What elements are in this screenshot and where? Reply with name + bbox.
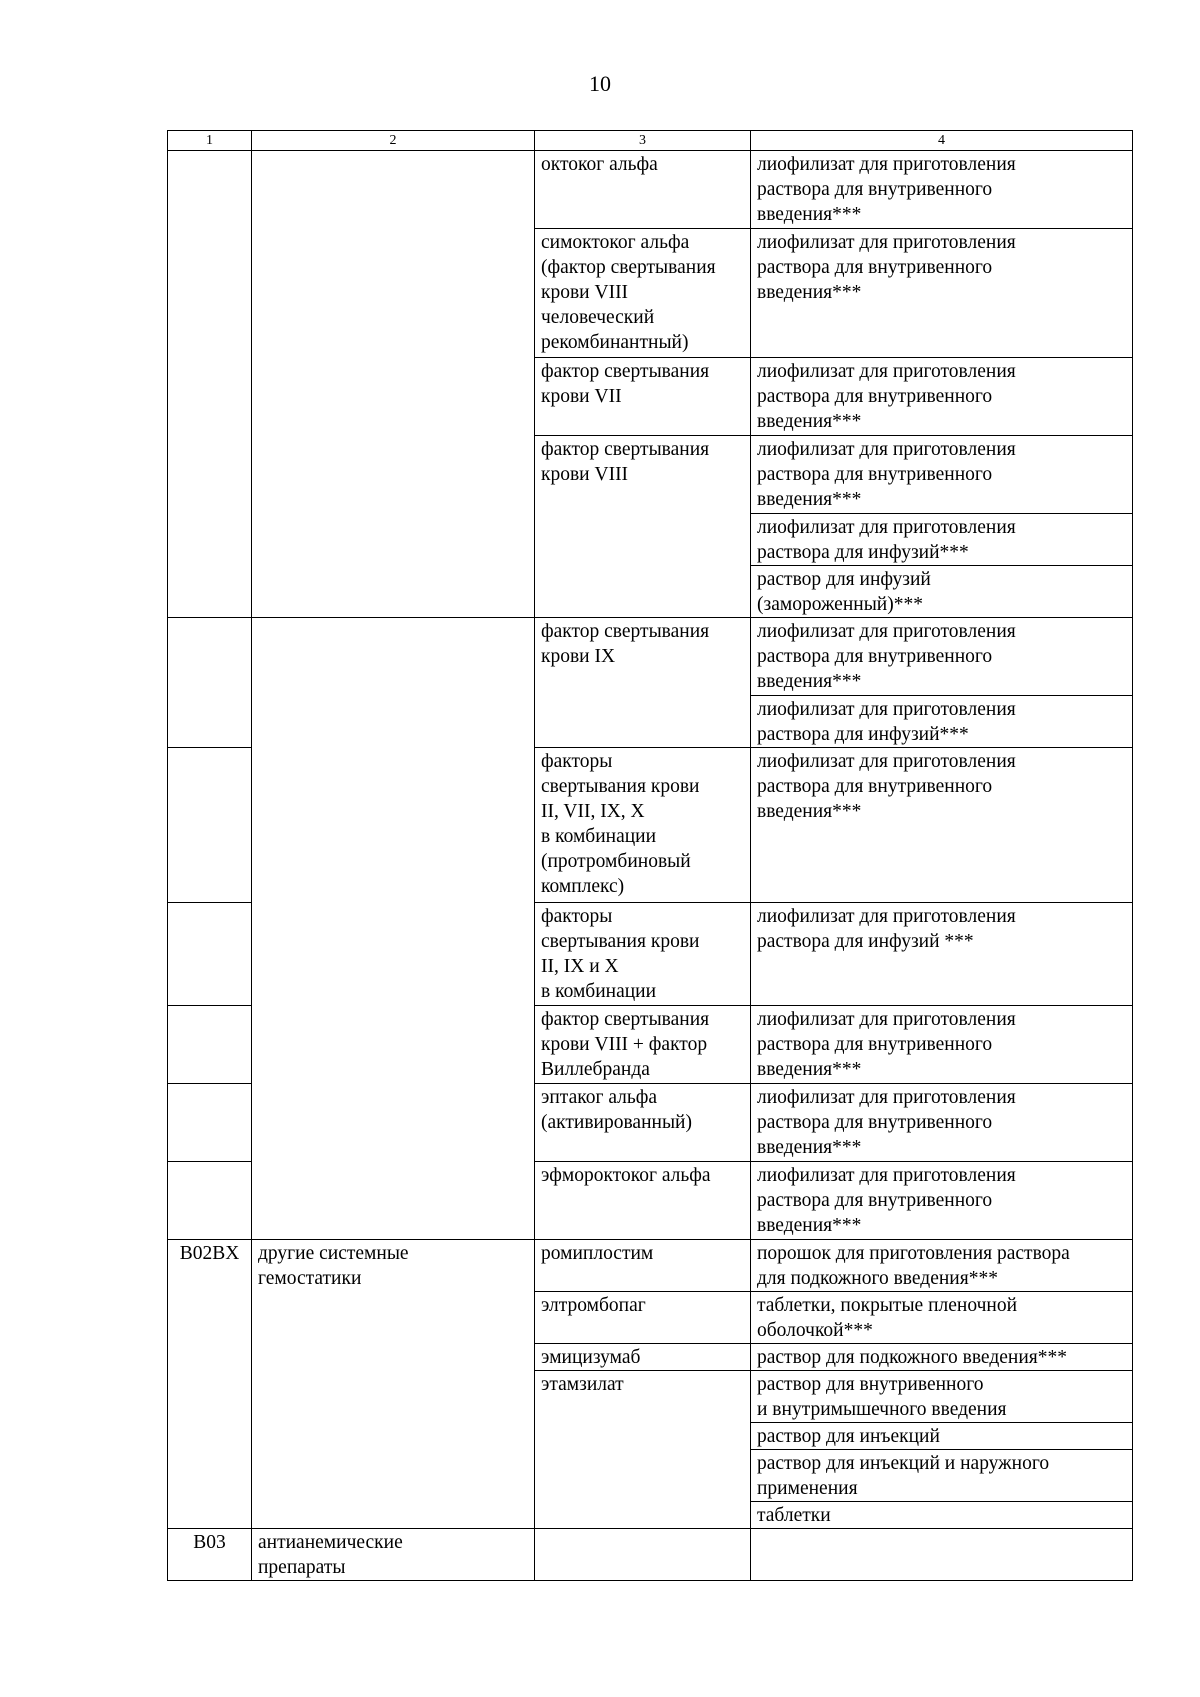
- dosage-form-cell: [751, 1529, 1133, 1581]
- dosage-form-cell: раствор для подкожного введения***: [751, 1344, 1133, 1371]
- dosage-form-cell: лиофилизат для приготовления раствора для внутривенного введения***: [751, 1084, 1133, 1162]
- dosage-form-cell: лиофилизат для приготовления раствора для инфузий***: [751, 514, 1133, 566]
- drug-name-cell: [535, 1529, 751, 1581]
- anatomical-group-cell: антианемические препараты: [252, 1529, 535, 1581]
- atc-code-cell: [168, 1006, 252, 1084]
- atc-code-cell: [168, 903, 252, 1006]
- drug-name-cell: фактор свертывания крови VII: [535, 358, 751, 436]
- dosage-form-cell: лиофилизат для приготовления раствора для инфузий***: [751, 696, 1133, 748]
- drug-name-cell: факторы свертывания крови II, IX и X в комбинации: [535, 903, 751, 1006]
- drug-name-cell: октоког альфа: [535, 151, 751, 229]
- drug-name-cell: ромиплостим: [535, 1240, 751, 1292]
- atc-code-cell: [168, 748, 252, 903]
- dosage-form-cell: лиофилизат для приготовления раствора для инфузий ***: [751, 903, 1133, 1006]
- atc-code-cell: [168, 151, 252, 618]
- drug-name-cell: фактор свертывания крови IX: [535, 618, 751, 748]
- dosage-form-cell: лиофилизат для приготовления раствора для внутривенного введения***: [751, 1162, 1133, 1240]
- drug-name-cell: эптаког альфа (активированный): [535, 1084, 751, 1162]
- drug-name-cell: симоктоког альфа (фактор свертывания крови VIII человеческий рекомбинантный): [535, 229, 751, 358]
- dosage-form-cell: порошок для приготовления раствора для подкожного введения***: [751, 1240, 1133, 1292]
- atc-code-cell: [168, 1084, 252, 1162]
- drug-name-cell: эмицизумаб: [535, 1344, 751, 1371]
- table-header-row: [168, 131, 1133, 151]
- column-header: 3: [535, 131, 751, 151]
- atc-code-cell: B03: [168, 1529, 252, 1581]
- dosage-form-cell: лиофилизат для приготовления раствора для внутривенного введения***: [751, 436, 1133, 514]
- atc-code-cell: [168, 1162, 252, 1240]
- drug-name-cell: фактор свертывания крови VIII: [535, 436, 751, 618]
- dosage-form-cell: таблетки: [751, 1502, 1133, 1529]
- column-header: 1: [168, 131, 252, 151]
- dosage-form-cell: раствор для инъекций и наружного применения: [751, 1450, 1133, 1502]
- table-row: [168, 1240, 1133, 1292]
- table-row: [168, 618, 1133, 696]
- drug-name-cell: фактор свертывания крови VIII + фактор Виллебранда: [535, 1006, 751, 1084]
- column-header: 2: [252, 131, 535, 151]
- dosage-form-cell: лиофилизат для приготовления раствора для внутривенного введения***: [751, 618, 1133, 696]
- anatomical-group-cell: [252, 151, 535, 618]
- dosage-form-cell: раствор для инъекций: [751, 1423, 1133, 1450]
- dosage-form-cell: таблетки, покрытые пленочной оболочкой***: [751, 1292, 1133, 1344]
- dosage-form-cell: раствор для инфузий (замороженный)***: [751, 566, 1133, 618]
- dosage-form-cell: раствор для внутривенного и внутримышечного введения: [751, 1371, 1133, 1423]
- drug-name-cell: этамзилат: [535, 1371, 751, 1529]
- column-header: 4: [751, 131, 1133, 151]
- atc-code-cell: B02BX: [168, 1240, 252, 1529]
- dosage-form-cell: лиофилизат для приготовления раствора для внутривенного введения***: [751, 748, 1133, 903]
- dosage-form-cell: лиофилизат для приготовления раствора для внутривенного введения***: [751, 229, 1133, 358]
- table-row: [168, 1529, 1133, 1581]
- drug-name-cell: факторы свертывания крови II, VII, IX, X в комбинации (протромбиновый комплекс): [535, 748, 751, 903]
- medication-table: [167, 130, 1133, 1581]
- anatomical-group-cell: другие системные гемостатики: [252, 1240, 535, 1529]
- dosage-form-cell: лиофилизат для приготовления раствора для внутривенного введения***: [751, 151, 1133, 229]
- atc-code-cell: [168, 618, 252, 748]
- table-row: [168, 151, 1133, 229]
- drug-name-cell: элтромбопаг: [535, 1292, 751, 1344]
- anatomical-group-cell: [252, 618, 535, 1240]
- dosage-form-cell: лиофилизат для приготовления раствора для внутривенного введения***: [751, 1006, 1133, 1084]
- dosage-form-cell: лиофилизат для приготовления раствора для внутривенного введения***: [751, 358, 1133, 436]
- drug-name-cell: эфмороктоког альфа: [535, 1162, 751, 1240]
- page-number: 10: [589, 71, 611, 96]
